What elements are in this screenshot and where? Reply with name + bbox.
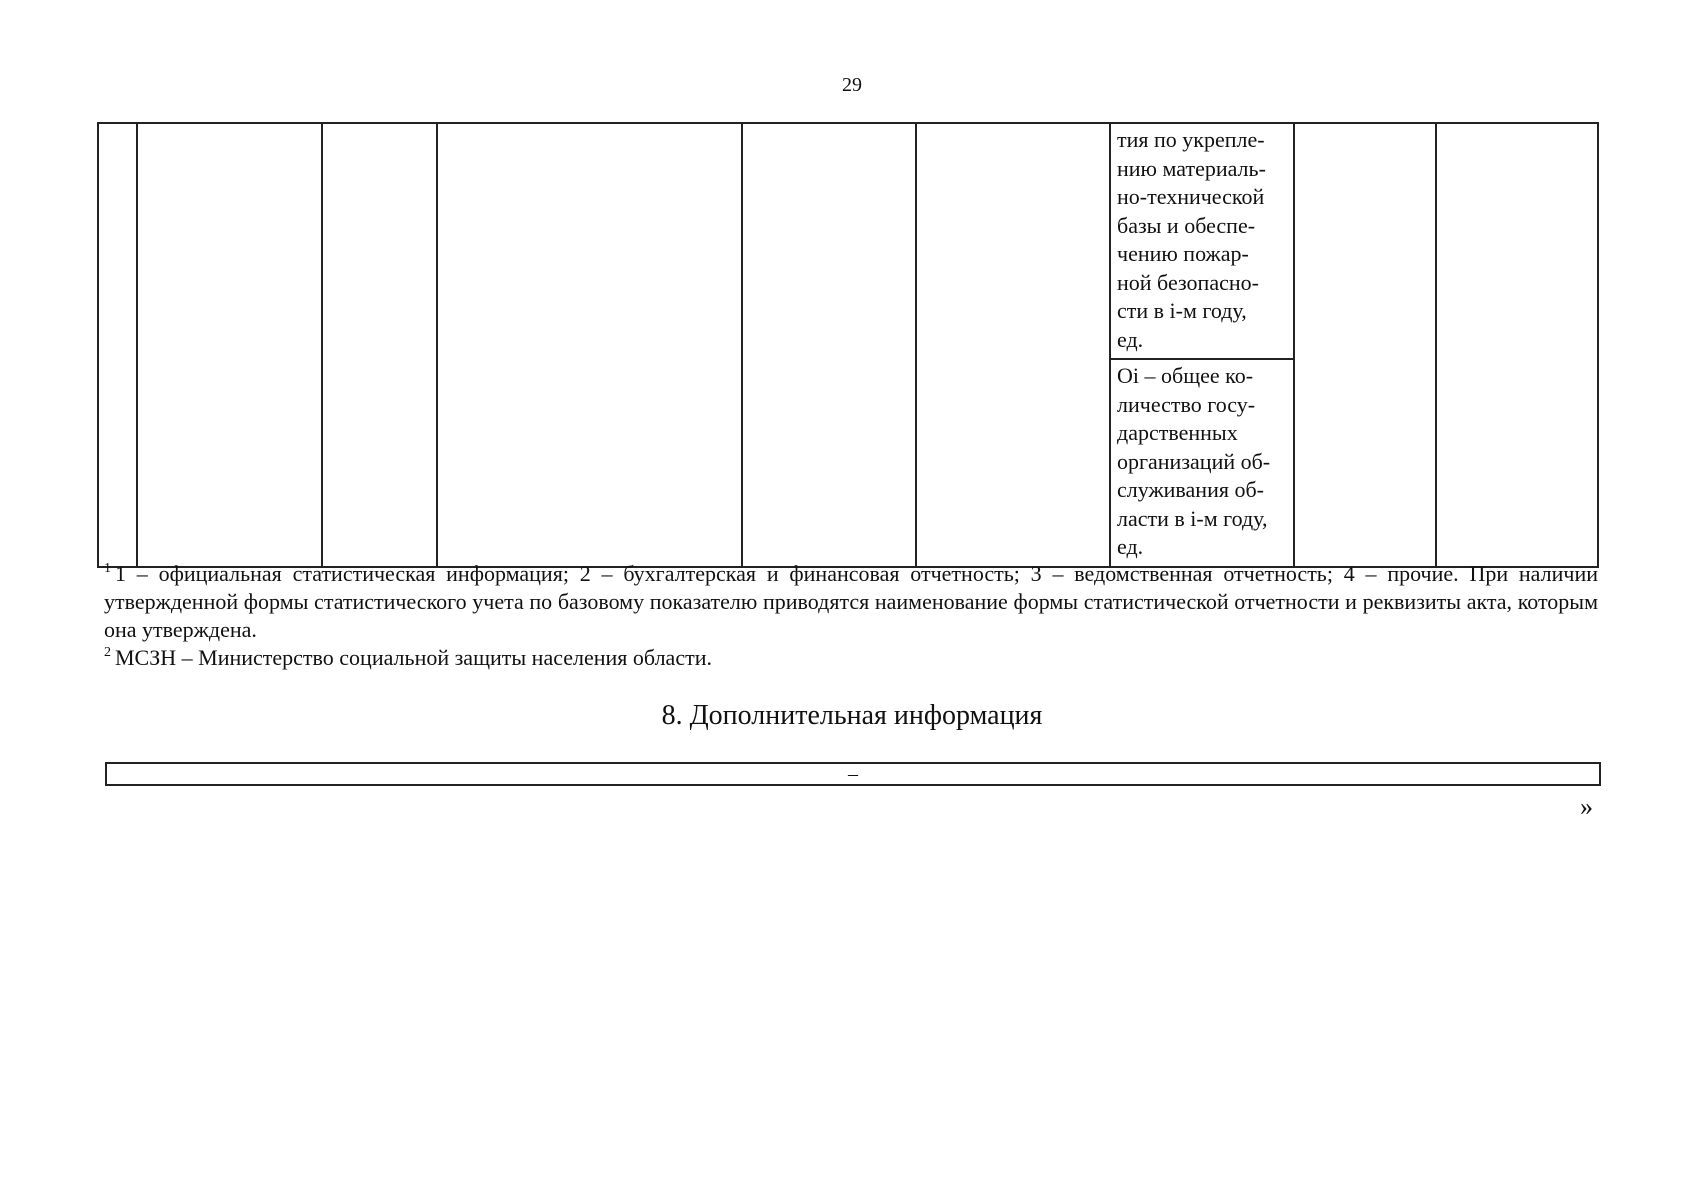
formula-variable-description: тия по укрепле- нию материаль- но-технической базы и обеспе- чению пожар- ной безопасно- сти в i-м году, ед.	[1110, 123, 1294, 359]
indicator-table	[97, 122, 1599, 568]
footnote-1	[104, 560, 1598, 644]
footnote-text: 1 – официальная статистическая информация; 2 – бухгалтерская и финансовая отчетность; 3 – ведомственная отчетность; 4 – прочие. При наличии утвержденной формы статистического учета по базовому показателю приводятся наименование формы статистической отчетности и реквизиты акта, которым она утверждена.	[104, 561, 1598, 642]
page-number: 29	[842, 74, 862, 96]
table-cell-empty	[437, 123, 742, 567]
footnote-2	[104, 644, 1598, 672]
closing-quote: »	[1580, 792, 1593, 821]
footnotes	[104, 560, 1598, 672]
table-cell-empty	[1294, 123, 1436, 567]
table-cell-empty	[98, 123, 137, 567]
table-cell-empty	[1436, 123, 1598, 567]
table-cell-empty	[137, 123, 322, 567]
formula-variable-description: Oi – общее ко- личество госу- дарственных организаций об- служивания об- ласти в i-м году, ед.	[1110, 359, 1294, 567]
additional-info-box: –	[105, 762, 1601, 786]
footnote-text: МСЗН – Министерство социальной защиты населения области.	[115, 645, 712, 670]
footnote-marker: 2	[104, 645, 111, 660]
table-row	[98, 123, 1598, 359]
table-cell-empty	[322, 123, 437, 567]
footnote-marker: 1	[104, 561, 111, 576]
table-cell-empty	[916, 123, 1110, 567]
table-cell-empty	[742, 123, 916, 567]
section-heading: 8. Дополнительная информация	[661, 700, 1043, 731]
